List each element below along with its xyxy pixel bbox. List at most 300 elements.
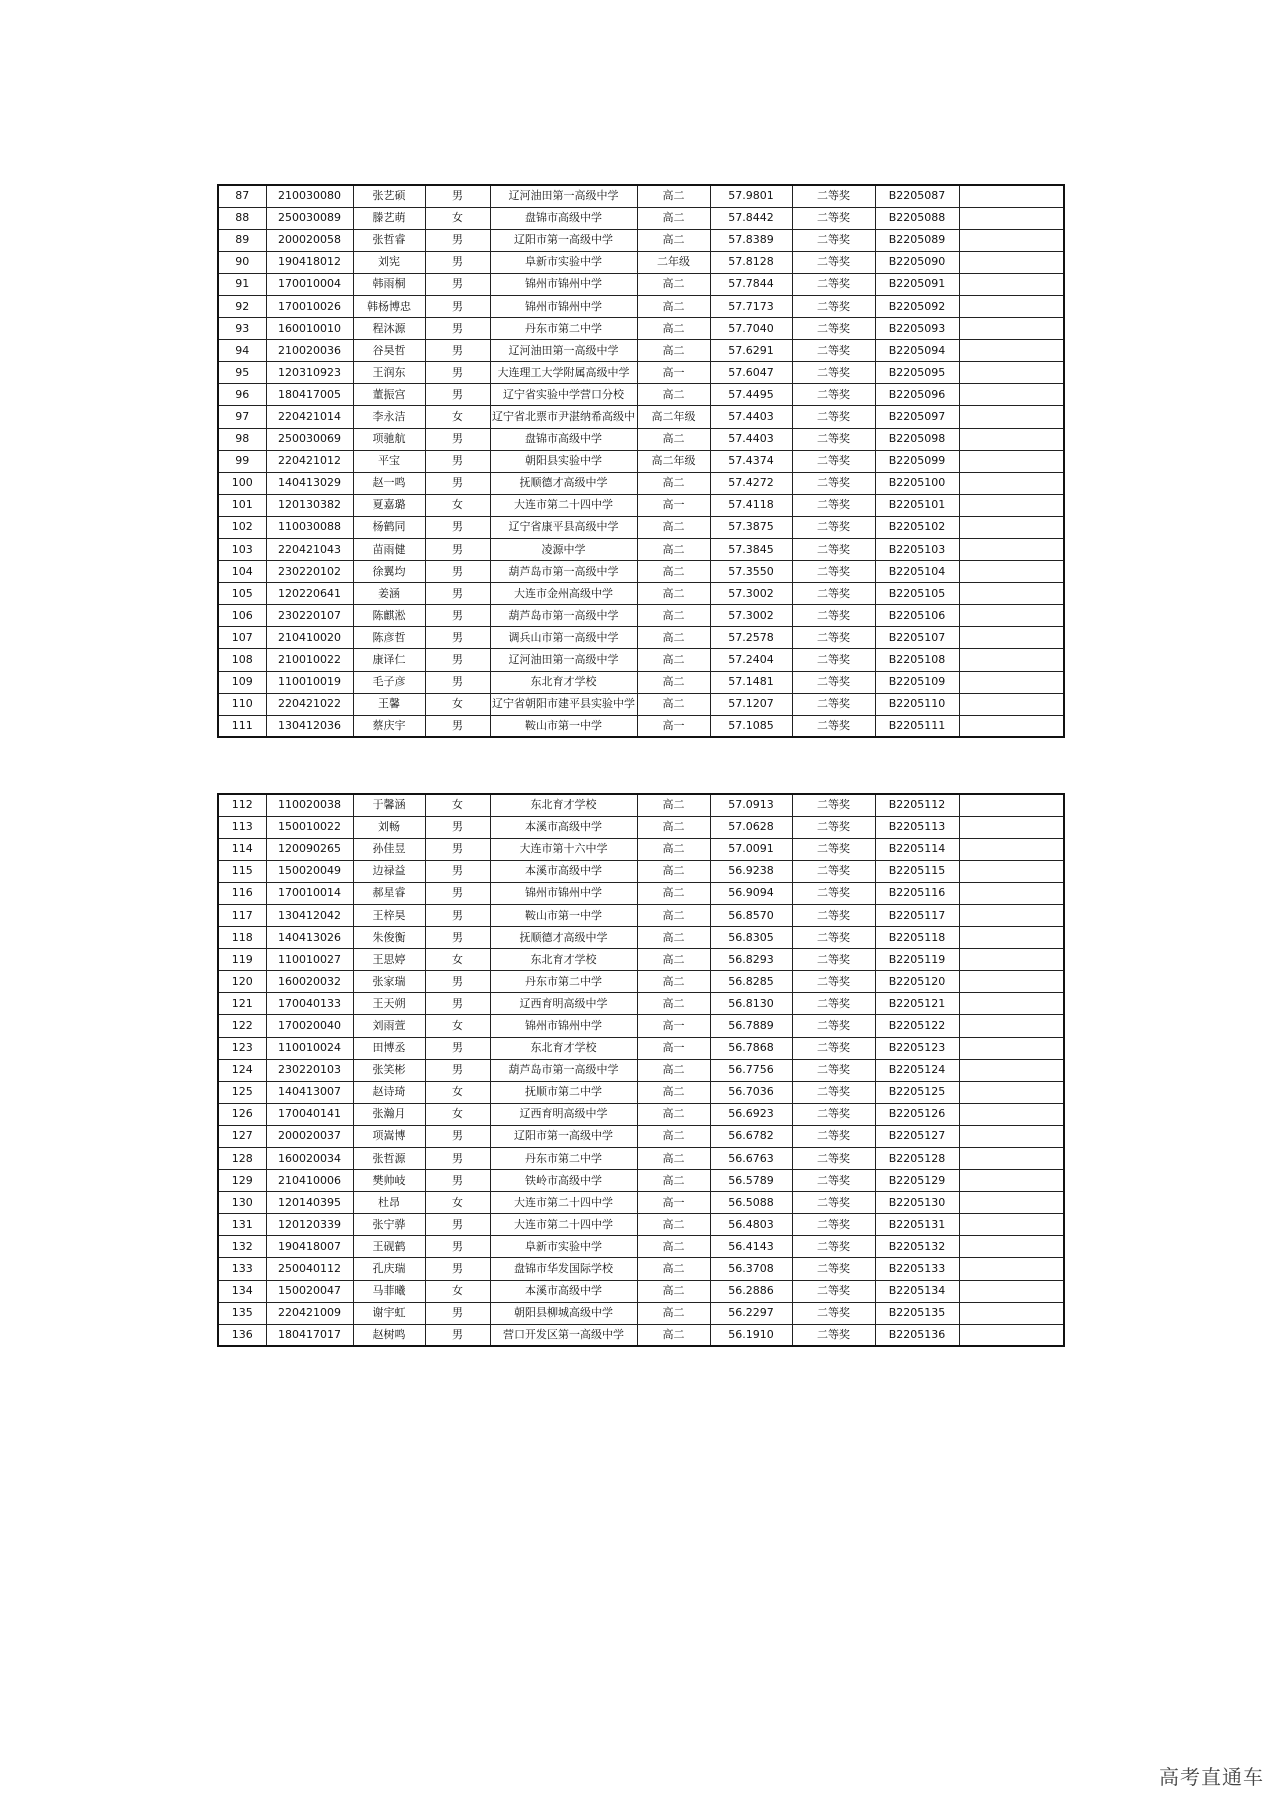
empty-cell xyxy=(959,1037,1064,1059)
empty-cell xyxy=(959,715,1064,737)
gender-cell: 男 xyxy=(425,1302,490,1324)
empty-cell xyxy=(959,561,1064,583)
certificate-id-cell: B2205110 xyxy=(875,693,959,715)
grade-cell: 高二 xyxy=(637,1081,710,1103)
empty-cell xyxy=(959,1148,1064,1170)
score-cell: 57.7040 xyxy=(710,318,792,340)
certificate-id-cell: B2205116 xyxy=(875,882,959,904)
gender-cell: 男 xyxy=(425,993,490,1015)
score-cell: 56.3708 xyxy=(710,1258,792,1280)
table-row xyxy=(218,295,1064,317)
table-row xyxy=(218,649,1064,671)
grade-cell: 高二 xyxy=(637,384,710,406)
certificate-id-cell: B2205104 xyxy=(875,561,959,583)
exam-id-cell: 230220103 xyxy=(266,1059,353,1081)
grade-cell: 高二 xyxy=(637,882,710,904)
rank-cell: 96 xyxy=(218,384,266,406)
school-cell: 丹东市第二中学 xyxy=(490,318,637,340)
rank-cell: 95 xyxy=(218,362,266,384)
rank-cell: 87 xyxy=(218,185,266,207)
certificate-id-cell: B2205113 xyxy=(875,816,959,838)
student-name-cell: 张哲源 xyxy=(353,1148,425,1170)
grade-cell: 高二 xyxy=(637,561,710,583)
certificate-id-cell: B2205129 xyxy=(875,1170,959,1192)
award-level-cell: 二等奖 xyxy=(792,251,875,273)
certificate-id-cell: B2205112 xyxy=(875,794,959,816)
student-name-cell: 赵一鸣 xyxy=(353,472,425,494)
award-level-cell: 二等奖 xyxy=(792,583,875,605)
school-cell: 辽西育明高级中学 xyxy=(490,993,637,1015)
school-cell: 葫芦岛市第一高级中学 xyxy=(490,561,637,583)
score-cell: 57.4403 xyxy=(710,428,792,450)
student-name-cell: 张家瑞 xyxy=(353,971,425,993)
exam-id-cell: 230220102 xyxy=(266,561,353,583)
student-name-cell: 王馨 xyxy=(353,693,425,715)
grade-cell: 高二 xyxy=(637,949,710,971)
rank-cell: 116 xyxy=(218,882,266,904)
score-cell: 56.8130 xyxy=(710,993,792,1015)
gender-cell: 男 xyxy=(425,605,490,627)
rank-cell: 113 xyxy=(218,816,266,838)
rank-cell: 124 xyxy=(218,1059,266,1081)
certificate-id-cell: B2205114 xyxy=(875,838,959,860)
school-cell: 鞍山市第一中学 xyxy=(490,715,637,737)
grade-cell: 高二 xyxy=(637,794,710,816)
award-level-cell: 二等奖 xyxy=(792,1103,875,1125)
empty-cell xyxy=(959,882,1064,904)
exam-id-cell: 220421014 xyxy=(266,406,353,428)
empty-cell xyxy=(959,539,1064,561)
table-row xyxy=(218,406,1064,428)
grade-cell: 高二 xyxy=(637,649,710,671)
award-level-cell: 二等奖 xyxy=(792,561,875,583)
score-cell: 57.8389 xyxy=(710,229,792,251)
student-name-cell: 夏嘉璐 xyxy=(353,494,425,516)
certificate-id-cell: B2205119 xyxy=(875,949,959,971)
gender-cell: 女 xyxy=(425,406,490,428)
school-cell: 辽宁省实验中学营口分校 xyxy=(490,384,637,406)
rank-cell: 93 xyxy=(218,318,266,340)
score-cell: 56.9094 xyxy=(710,882,792,904)
student-name-cell: 王天朔 xyxy=(353,993,425,1015)
grade-cell: 高一 xyxy=(637,1192,710,1214)
rank-cell: 135 xyxy=(218,1302,266,1324)
exam-id-cell: 200020058 xyxy=(266,229,353,251)
exam-id-cell: 200020037 xyxy=(266,1125,353,1147)
exam-id-cell: 210410020 xyxy=(266,627,353,649)
table-row xyxy=(218,185,1064,207)
rank-cell: 89 xyxy=(218,229,266,251)
score-cell: 56.5088 xyxy=(710,1192,792,1214)
exam-id-cell: 120130382 xyxy=(266,494,353,516)
table-row xyxy=(218,949,1064,971)
empty-cell xyxy=(959,273,1064,295)
gender-cell: 男 xyxy=(425,671,490,693)
score-cell: 56.5789 xyxy=(710,1170,792,1192)
rank-cell: 120 xyxy=(218,971,266,993)
certificate-id-cell: B2205088 xyxy=(875,207,959,229)
empty-cell xyxy=(959,1059,1064,1081)
table-row xyxy=(218,1280,1064,1302)
score-cell: 57.8442 xyxy=(710,207,792,229)
grade-cell: 高二 xyxy=(637,583,710,605)
student-name-cell: 毛子彦 xyxy=(353,671,425,693)
score-cell: 57.1085 xyxy=(710,715,792,737)
table-row xyxy=(218,561,1064,583)
grade-cell: 高二 xyxy=(637,185,710,207)
student-name-cell: 孙佳昱 xyxy=(353,838,425,860)
exam-id-cell: 140413029 xyxy=(266,472,353,494)
school-cell: 本溪市高级中学 xyxy=(490,1280,637,1302)
exam-id-cell: 220421012 xyxy=(266,450,353,472)
certificate-id-cell: B2205087 xyxy=(875,185,959,207)
award-level-cell: 二等奖 xyxy=(792,1258,875,1280)
certificate-id-cell: B2205092 xyxy=(875,295,959,317)
exam-id-cell: 210020036 xyxy=(266,340,353,362)
student-name-cell: 蔡庆宇 xyxy=(353,715,425,737)
table-row xyxy=(218,516,1064,538)
table-row xyxy=(218,971,1064,993)
rank-cell: 105 xyxy=(218,583,266,605)
school-cell: 葫芦岛市第一高级中学 xyxy=(490,1059,637,1081)
gender-cell: 男 xyxy=(425,860,490,882)
score-cell: 57.2578 xyxy=(710,627,792,649)
student-name-cell: 于馨涵 xyxy=(353,794,425,816)
empty-cell xyxy=(959,494,1064,516)
award-level-cell: 二等奖 xyxy=(792,715,875,737)
school-cell: 东北育才学校 xyxy=(490,1037,637,1059)
score-cell: 57.4374 xyxy=(710,450,792,472)
award-level-cell: 二等奖 xyxy=(792,295,875,317)
exam-id-cell: 120310923 xyxy=(266,362,353,384)
award-level-cell: 二等奖 xyxy=(792,207,875,229)
certificate-id-cell: B2205130 xyxy=(875,1192,959,1214)
certificate-id-cell: B2205134 xyxy=(875,1280,959,1302)
school-cell: 朝阳县柳城高级中学 xyxy=(490,1302,637,1324)
grade-cell: 高二 xyxy=(637,1148,710,1170)
empty-cell xyxy=(959,649,1064,671)
rank-cell: 109 xyxy=(218,671,266,693)
certificate-id-cell: B2205107 xyxy=(875,627,959,649)
table-row xyxy=(218,539,1064,561)
student-name-cell: 王砚鹤 xyxy=(353,1236,425,1258)
gender-cell: 女 xyxy=(425,1015,490,1037)
grade-cell: 高二 xyxy=(637,207,710,229)
gender-cell: 男 xyxy=(425,295,490,317)
empty-cell xyxy=(959,927,1064,949)
certificate-id-cell: B2205108 xyxy=(875,649,959,671)
exam-id-cell: 190418012 xyxy=(266,251,353,273)
award-level-cell: 二等奖 xyxy=(792,318,875,340)
rank-cell: 129 xyxy=(218,1170,266,1192)
table-row xyxy=(218,605,1064,627)
school-cell: 营口开发区第一高级中学 xyxy=(490,1324,637,1346)
gender-cell: 男 xyxy=(425,971,490,993)
certificate-id-cell: B2205094 xyxy=(875,340,959,362)
award-level-cell: 二等奖 xyxy=(792,882,875,904)
student-name-cell: 张哲睿 xyxy=(353,229,425,251)
rank-cell: 125 xyxy=(218,1081,266,1103)
table-row xyxy=(218,384,1064,406)
award-level-cell: 二等奖 xyxy=(792,1081,875,1103)
rank-cell: 111 xyxy=(218,715,266,737)
score-cell: 57.3002 xyxy=(710,583,792,605)
award-level-cell: 二等奖 xyxy=(792,993,875,1015)
rank-cell: 119 xyxy=(218,949,266,971)
grade-cell: 高一 xyxy=(637,494,710,516)
award-level-cell: 二等奖 xyxy=(792,1236,875,1258)
score-cell: 57.4118 xyxy=(710,494,792,516)
student-name-cell: 康译仁 xyxy=(353,649,425,671)
exam-id-cell: 150020047 xyxy=(266,1280,353,1302)
student-name-cell: 项驰航 xyxy=(353,428,425,450)
score-cell: 56.8285 xyxy=(710,971,792,993)
award-table-2 xyxy=(217,793,1065,1347)
table-row xyxy=(218,494,1064,516)
table-row xyxy=(218,671,1064,693)
rank-cell: 126 xyxy=(218,1103,266,1125)
school-cell: 大连市第二十四中学 xyxy=(490,1192,637,1214)
exam-id-cell: 110010024 xyxy=(266,1037,353,1059)
score-cell: 57.0913 xyxy=(710,794,792,816)
empty-cell xyxy=(959,340,1064,362)
award-level-cell: 二等奖 xyxy=(792,539,875,561)
rank-cell: 91 xyxy=(218,273,266,295)
empty-cell xyxy=(959,1324,1064,1346)
gender-cell: 女 xyxy=(425,794,490,816)
exam-id-cell: 120090265 xyxy=(266,838,353,860)
certificate-id-cell: B2205093 xyxy=(875,318,959,340)
exam-id-cell: 160020034 xyxy=(266,1148,353,1170)
grade-cell: 高一 xyxy=(637,362,710,384)
certificate-id-cell: B2205105 xyxy=(875,583,959,605)
gender-cell: 男 xyxy=(425,539,490,561)
certificate-id-cell: B2205099 xyxy=(875,450,959,472)
student-name-cell: 孔庆瑞 xyxy=(353,1258,425,1280)
student-name-cell: 刘宪 xyxy=(353,251,425,273)
award-level-cell: 二等奖 xyxy=(792,1037,875,1059)
rank-cell: 88 xyxy=(218,207,266,229)
gender-cell: 男 xyxy=(425,1037,490,1059)
empty-cell xyxy=(959,693,1064,715)
award-level-cell: 二等奖 xyxy=(792,1302,875,1324)
school-cell: 辽河油田第一高级中学 xyxy=(490,649,637,671)
gender-cell: 男 xyxy=(425,340,490,362)
grade-cell: 二年级 xyxy=(637,251,710,273)
award-level-cell: 二等奖 xyxy=(792,860,875,882)
gender-cell: 男 xyxy=(425,1170,490,1192)
student-name-cell: 姜涵 xyxy=(353,583,425,605)
exam-id-cell: 250030089 xyxy=(266,207,353,229)
gender-cell: 男 xyxy=(425,838,490,860)
score-cell: 57.3002 xyxy=(710,605,792,627)
empty-cell xyxy=(959,1081,1064,1103)
empty-cell xyxy=(959,627,1064,649)
student-name-cell: 程沐源 xyxy=(353,318,425,340)
table-row xyxy=(218,1059,1064,1081)
table-row xyxy=(218,340,1064,362)
table-row xyxy=(218,450,1064,472)
rank-cell: 100 xyxy=(218,472,266,494)
score-cell: 56.4143 xyxy=(710,1236,792,1258)
gender-cell: 男 xyxy=(425,1236,490,1258)
score-cell: 56.7036 xyxy=(710,1081,792,1103)
rank-cell: 127 xyxy=(218,1125,266,1147)
exam-id-cell: 150020049 xyxy=(266,860,353,882)
grade-cell: 高二 xyxy=(637,1280,710,1302)
school-cell: 抚顺德才高级中学 xyxy=(490,927,637,949)
certificate-id-cell: B2205111 xyxy=(875,715,959,737)
student-name-cell: 王思婷 xyxy=(353,949,425,971)
gender-cell: 女 xyxy=(425,949,490,971)
score-cell: 57.0628 xyxy=(710,816,792,838)
student-name-cell: 韩雨桐 xyxy=(353,273,425,295)
gender-cell: 男 xyxy=(425,1258,490,1280)
score-cell: 57.6291 xyxy=(710,340,792,362)
school-cell: 大连市第二十四中学 xyxy=(490,494,637,516)
exam-id-cell: 120220641 xyxy=(266,583,353,605)
rank-cell: 134 xyxy=(218,1280,266,1302)
gender-cell: 男 xyxy=(425,816,490,838)
rank-cell: 103 xyxy=(218,539,266,561)
table-row xyxy=(218,1081,1064,1103)
certificate-id-cell: B2205091 xyxy=(875,273,959,295)
student-name-cell: 边禄益 xyxy=(353,860,425,882)
certificate-id-cell: B2205131 xyxy=(875,1214,959,1236)
rank-cell: 104 xyxy=(218,561,266,583)
certificate-id-cell: B2205100 xyxy=(875,472,959,494)
certificate-id-cell: B2205096 xyxy=(875,384,959,406)
score-cell: 57.7844 xyxy=(710,273,792,295)
exam-id-cell: 250040112 xyxy=(266,1258,353,1280)
rank-cell: 94 xyxy=(218,340,266,362)
award-level-cell: 二等奖 xyxy=(792,494,875,516)
rank-cell: 101 xyxy=(218,494,266,516)
rank-cell: 131 xyxy=(218,1214,266,1236)
table-row xyxy=(218,1302,1064,1324)
gender-cell: 男 xyxy=(425,229,490,251)
empty-cell xyxy=(959,295,1064,317)
award-level-cell: 二等奖 xyxy=(792,838,875,860)
grade-cell: 高一 xyxy=(637,1015,710,1037)
student-name-cell: 陈麒淞 xyxy=(353,605,425,627)
award-level-cell: 二等奖 xyxy=(792,273,875,295)
rank-cell: 114 xyxy=(218,838,266,860)
award-level-cell: 二等奖 xyxy=(792,794,875,816)
score-cell: 57.4403 xyxy=(710,406,792,428)
student-name-cell: 陈彦哲 xyxy=(353,627,425,649)
award-level-cell: 二等奖 xyxy=(792,971,875,993)
exam-id-cell: 210030080 xyxy=(266,185,353,207)
empty-cell xyxy=(959,1015,1064,1037)
school-cell: 锦州市锦州中学 xyxy=(490,1015,637,1037)
score-cell: 57.3550 xyxy=(710,561,792,583)
rank-cell: 123 xyxy=(218,1037,266,1059)
grade-cell: 高二 xyxy=(637,860,710,882)
student-name-cell: 刘畅 xyxy=(353,816,425,838)
table-row xyxy=(218,927,1064,949)
school-cell: 调兵山市第一高级中学 xyxy=(490,627,637,649)
exam-id-cell: 110020038 xyxy=(266,794,353,816)
certificate-id-cell: B2205102 xyxy=(875,516,959,538)
school-cell: 本溪市高级中学 xyxy=(490,860,637,882)
student-name-cell: 张宁骅 xyxy=(353,1214,425,1236)
certificate-id-cell: B2205124 xyxy=(875,1059,959,1081)
table-row xyxy=(218,1324,1064,1346)
student-name-cell: 张笑彬 xyxy=(353,1059,425,1081)
certificate-id-cell: B2205127 xyxy=(875,1125,959,1147)
exam-id-cell: 220421022 xyxy=(266,693,353,715)
certificate-id-cell: B2205109 xyxy=(875,671,959,693)
rank-cell: 112 xyxy=(218,794,266,816)
student-name-cell: 董振宫 xyxy=(353,384,425,406)
rank-cell: 132 xyxy=(218,1236,266,1258)
gender-cell: 女 xyxy=(425,494,490,516)
grade-cell: 高二 xyxy=(637,1170,710,1192)
rank-cell: 106 xyxy=(218,605,266,627)
table-row xyxy=(218,715,1064,737)
score-cell: 57.2404 xyxy=(710,649,792,671)
gender-cell: 女 xyxy=(425,1103,490,1125)
exam-id-cell: 170040133 xyxy=(266,993,353,1015)
award-level-cell: 二等奖 xyxy=(792,450,875,472)
rank-cell: 133 xyxy=(218,1258,266,1280)
table-row xyxy=(218,1148,1064,1170)
rank-cell: 130 xyxy=(218,1192,266,1214)
empty-cell xyxy=(959,1214,1064,1236)
certificate-id-cell: B2205136 xyxy=(875,1324,959,1346)
rank-cell: 110 xyxy=(218,693,266,715)
certificate-id-cell: B2205103 xyxy=(875,539,959,561)
empty-cell xyxy=(959,1302,1064,1324)
certificate-id-cell: B2205122 xyxy=(875,1015,959,1037)
school-cell: 辽西育明高级中学 xyxy=(490,1103,637,1125)
school-cell: 辽阳市第一高级中学 xyxy=(490,229,637,251)
certificate-id-cell: B2205123 xyxy=(875,1037,959,1059)
table-row xyxy=(218,1258,1064,1280)
gender-cell: 男 xyxy=(425,1148,490,1170)
exam-id-cell: 150010022 xyxy=(266,816,353,838)
certificate-id-cell: B2205118 xyxy=(875,927,959,949)
grade-cell: 高二 xyxy=(637,539,710,561)
grade-cell: 高一 xyxy=(637,715,710,737)
student-name-cell: 李永洁 xyxy=(353,406,425,428)
gender-cell: 男 xyxy=(425,882,490,904)
certificate-id-cell: B2205101 xyxy=(875,494,959,516)
table-row xyxy=(218,993,1064,1015)
award-level-cell: 二等奖 xyxy=(792,1170,875,1192)
table-row xyxy=(218,1214,1064,1236)
score-cell: 56.6763 xyxy=(710,1148,792,1170)
school-cell: 大连理工大学附属高级中学 xyxy=(490,362,637,384)
award-level-cell: 二等奖 xyxy=(792,229,875,251)
award-level-cell: 二等奖 xyxy=(792,472,875,494)
student-name-cell: 田博丞 xyxy=(353,1037,425,1059)
table-row xyxy=(218,904,1064,926)
empty-cell xyxy=(959,472,1064,494)
gender-cell: 男 xyxy=(425,251,490,273)
student-name-cell: 刘雨萱 xyxy=(353,1015,425,1037)
certificate-id-cell: B2205126 xyxy=(875,1103,959,1125)
grade-cell: 高二 xyxy=(637,605,710,627)
table-row xyxy=(218,794,1064,816)
student-name-cell: 王梓昊 xyxy=(353,904,425,926)
certificate-id-cell: B2205090 xyxy=(875,251,959,273)
score-cell: 56.6782 xyxy=(710,1125,792,1147)
score-cell: 56.6923 xyxy=(710,1103,792,1125)
certificate-id-cell: B2205095 xyxy=(875,362,959,384)
empty-cell xyxy=(959,1236,1064,1258)
